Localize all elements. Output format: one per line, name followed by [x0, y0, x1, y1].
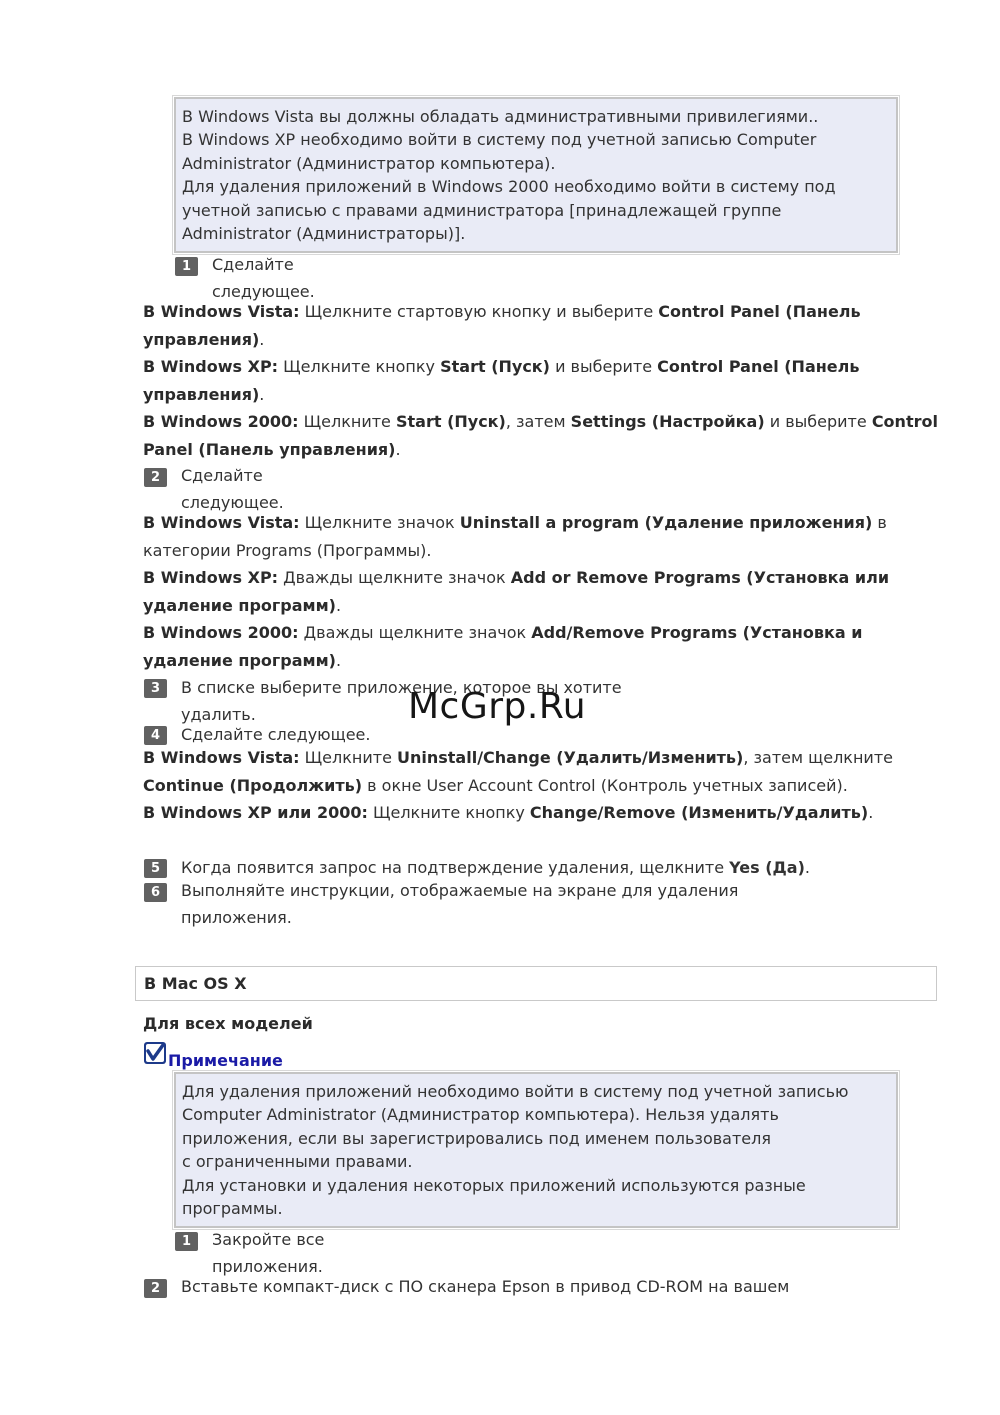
vista-instruction: В Windows Vista: Щелкните значок Uninstall a program (Удаление приложения) в категории Programs (Программы). [143, 513, 887, 560]
step-5-badge: 5 [144, 859, 167, 878]
mac-step-1-text [212, 1226, 324, 1280]
yes-label: Yes (Да) [729, 858, 805, 877]
admin-note-box [174, 97, 898, 253]
step-3-badge: 3 [144, 679, 167, 698]
note-line: Для установки и удаления некоторых приложений используются разные [182, 1175, 806, 1195]
mac-note-box [174, 1072, 898, 1228]
note-line: В Windows XP необходимо войти в систему под учетной записью Computer [182, 130, 817, 150]
note-line: с ограниченными правами. [182, 1152, 413, 1172]
mac-step-1-line2: приложения. [212, 1257, 323, 1276]
w2k-instruction: В Windows 2000: Дважды щелкните значок Add/Remove Programs (Установка и удаление программ). [143, 623, 863, 670]
mac-step-1-line1: Закройте все [212, 1230, 325, 1249]
watermark: McGrp.Ru [408, 686, 587, 727]
note-line: Для удаления приложений в Windows 2000 необходимо войти в систему под [182, 177, 836, 197]
step-2-line2: следующее. [181, 493, 284, 512]
step-2-badge: 2 [144, 468, 167, 487]
step-4-badge: 4 [144, 726, 167, 745]
step-4-instructions [143, 744, 913, 827]
step-1-line2: следующее. [212, 282, 315, 301]
step-1-badge: 1 [175, 257, 198, 276]
step-1-line1: Сделайте [212, 255, 294, 274]
step-3-line2: удалить. [181, 705, 256, 724]
xp-instruction: В Windows XP или 2000: Щелкните кнопку Change/Remove (Изменить/Удалить). [143, 803, 874, 822]
note-check-icon [143, 1041, 167, 1065]
step-6-text [181, 877, 738, 931]
xp-instruction: В Windows XP: Дважды щелкните значок Add or Remove Programs (Установка или удаление программ). [143, 568, 890, 615]
step-2-line1: Сделайте [181, 466, 263, 485]
step-6-line2: приложения. [181, 908, 292, 927]
xp-instruction: В Windows XP: Щелкните кнопку Start (Пуск) и выберите Control Panel (Панель управления). [143, 357, 860, 404]
note-line: Computer Administrator (Администратор компьютера). Нельзя удалять [182, 1105, 779, 1125]
step-5-body: Когда появится запрос на подтверждение удаления, щелкните [181, 858, 730, 877]
note-line: программы. [182, 1199, 283, 1219]
note-line: приложения, если вы зарегистрировались под именем пользователя [182, 1128, 771, 1148]
step-4-text: Сделайте следующее. [181, 725, 371, 744]
mac-subtitle: Для всех моделей [143, 1014, 313, 1033]
note-line: Administrator (Администратор компьютера). [182, 153, 556, 173]
step-1-instructions [143, 298, 943, 463]
note-line: В Windows Vista вы должны обладать административными привилегиями.. [182, 107, 819, 126]
note-label-link[interactable]: Примечание [168, 1051, 283, 1070]
vista-instruction: В Windows Vista: Щелкните Uninstall/Change (Удалить/Изменить), затем щелкните Continue (Продолжить) в окне User Account Control (Контроль учетных записей). [143, 748, 893, 795]
note-line: учетной записью с правами администратора [принадлежащей группе [182, 200, 782, 220]
mac-step-1-badge: 1 [175, 1232, 198, 1251]
step-1-text [212, 251, 315, 305]
mac-step-2-badge: 2 [144, 1279, 167, 1298]
vista-instruction: В Windows Vista: Щелкните стартовую кнопку и выберите Control Panel (Панель управления). [143, 302, 861, 349]
mac-section-header: В Mac OS X [135, 966, 937, 1001]
step-5-end: . [804, 858, 810, 877]
w2k-instruction: В Windows 2000: Щелкните Start (Пуск), затем Settings (Настройка) и выберите Control Panel (Панель управления). [143, 412, 938, 459]
step-3-line1: В списке выберите приложение, которое вы хотите [181, 678, 622, 697]
step-6-line1: Выполняйте инструкции, отображаемые на экране для удаления [181, 881, 739, 900]
step-2-text [181, 462, 284, 516]
mac-step-2-text: Вставьте компакт-диск с ПО сканера Epson в привод CD-ROM на вашем [181, 1277, 790, 1296]
note-line: Для удаления приложений необходимо войти в систему под учетной записью [182, 1082, 849, 1101]
step-6-badge: 6 [144, 883, 167, 902]
note-line: Administrator (Администраторы)]. [182, 224, 466, 244]
step-2-instructions [143, 509, 933, 674]
